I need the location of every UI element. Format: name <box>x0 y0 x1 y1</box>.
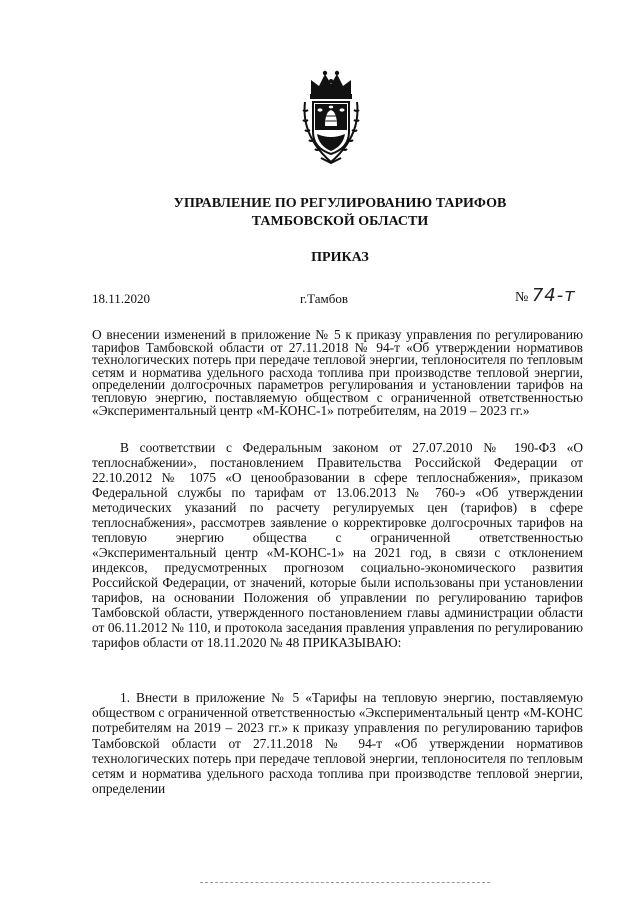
order-preamble: В соответствии с Федеральным законом от 27.07.2010 № 190-ФЗ «О теплоснабжении», постановлением Правительства Российской Федерации от 22.10.2012 № 1075 «О ценообразовании в сфере теплоснабжения», приказом Федеральной службы по тарифам от 13.06.2013 № 760-э «Об утверждении методических указаний по расчету регулируемых цен (тарифов) в сфере теплоснабжения», рассмотрев заявление о корректировке долгосрочных тарифов на тепловую энергию общества с ограниченной ответственностью «Экспериментальный центр «М-КОНС-1» на 2021 год, в связи с отклонением индексов, предусмотренных прогнозом социально-экономического развития Российской Федерации, от значений, которые были использованы при установлении тарифов, на основании Положения об управлении по регулированию тарифов Тамбовской области, утвержденного постановлением главы администрации области от 06.11.2012 № 110, и протокола заседания правления управления по регулированию тарифов области от 18.11.2020 № 48 ПРИКАЗЫВАЮ: <box>92 440 583 650</box>
document-type-title: ПРИКАЗ <box>311 250 369 265</box>
order-date: 18.11.2020 <box>92 291 151 306</box>
page-bottom-divider <box>200 882 490 883</box>
order-number <box>515 285 576 306</box>
organization-name-line1: УПРАВЛЕНИЕ ПО РЕГУЛИРОВАНИЮ ТАРИФОВ <box>173 196 507 211</box>
organization-name-line2: ТАМБОВСКОЙ ОБЛАСТИ <box>251 214 429 229</box>
tambov-coat-of-arms-icon <box>299 66 363 166</box>
number-sign: № <box>515 290 529 305</box>
order-number-value: 74-т <box>531 285 576 306</box>
order-clause-1: 1. Внести в приложение № 5 «Тарифы на тепловую энергию, поставляемую обществом с ограниченной ответственностью «Экспериментальный центр «М-КОНС потребителям на 2019 – 2023 гг.» к приказу управления по регулированию тарифов Тамбовской области от 27.11.2018 № 94-т «Об утверждении нормативов технологических потерь при передаче тепловой энергии, теплоносителя по тепловым сетям и норматива удельного расхода топлива при производстве тепловой энергии, определении <box>92 690 583 797</box>
order-city: г.Тамбов <box>300 291 348 306</box>
order-subject: О внесении изменений в приложение № 5 к приказу управления по регулированию тарифов Тамбовской области от 27.11.2018 № 94-т «Об утверждении нормативов технологических потерь при передаче тепловой энергии, теплоносителя по тепловым сетям и норматива удельного расхода топлива при производстве тепловой энергии, определении долгосрочных параметров регулирования и установлении тарифов на тепловую энергию, поставляемую обществом с ограниченной ответственностью «Экспериментальный центр «М-КОНС-1» потребителям, на 2019 – 2023 гг.» <box>92 327 583 418</box>
